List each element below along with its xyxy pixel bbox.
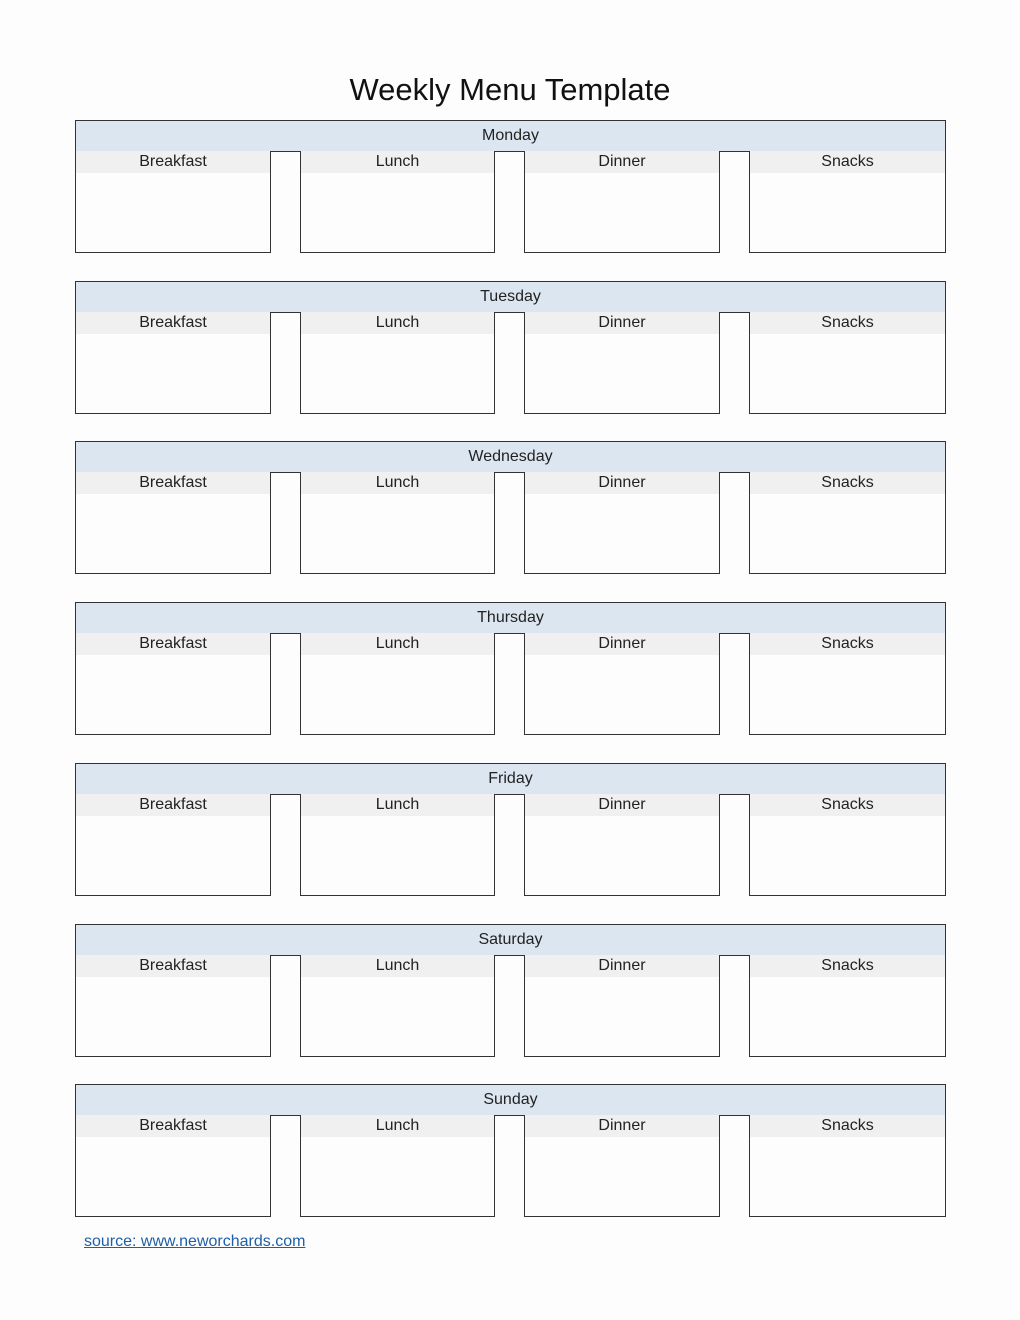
meal-box-lunch[interactable] (300, 955, 495, 1057)
day-block-thursday (75, 602, 946, 737)
meal-label: Snacks (750, 794, 945, 816)
meal-box-snacks[interactable] (749, 955, 946, 1057)
day-header: Sunday (75, 1084, 946, 1116)
meal-label: Snacks (750, 1115, 945, 1137)
meal-box-breakfast[interactable] (75, 1115, 271, 1217)
meal-label: Breakfast (76, 633, 270, 655)
meal-box-dinner[interactable] (524, 151, 720, 253)
meal-box-lunch[interactable] (300, 1115, 495, 1217)
meal-box-lunch[interactable] (300, 472, 495, 574)
day-header: Thursday (75, 602, 946, 634)
meal-box-snacks[interactable] (749, 151, 946, 253)
meal-label: Breakfast (76, 1115, 270, 1137)
meal-label: Dinner (525, 472, 719, 494)
day-header: Friday (75, 763, 946, 795)
meal-label: Lunch (301, 472, 494, 494)
meal-label: Lunch (301, 633, 494, 655)
day-block-wednesday (75, 441, 946, 576)
meal-box-lunch[interactable] (300, 794, 495, 896)
meal-box-snacks[interactable] (749, 1115, 946, 1217)
meal-label: Breakfast (76, 472, 270, 494)
meal-box-breakfast[interactable] (75, 472, 271, 574)
meal-label: Snacks (750, 955, 945, 977)
meal-box-snacks[interactable] (749, 472, 946, 574)
meal-label: Dinner (525, 794, 719, 816)
meal-box-lunch[interactable] (300, 312, 495, 414)
source-link[interactable]: source: www.neworchards.com (84, 1233, 306, 1250)
page-title: Weekly Menu Template (349, 72, 671, 107)
day-header: Monday (75, 120, 946, 152)
meal-box-lunch[interactable] (300, 151, 495, 253)
meal-label: Breakfast (76, 312, 270, 334)
meal-box-breakfast[interactable] (75, 151, 271, 253)
meal-label: Snacks (750, 633, 945, 655)
day-block-sunday (75, 1084, 946, 1219)
meal-label: Dinner (525, 312, 719, 334)
meal-box-dinner[interactable] (524, 955, 720, 1057)
meal-label: Breakfast (76, 955, 270, 977)
meal-label: Lunch (301, 794, 494, 816)
meal-box-dinner[interactable] (524, 794, 720, 896)
meal-box-snacks[interactable] (749, 312, 946, 414)
meal-label: Breakfast (76, 794, 270, 816)
meal-label: Snacks (750, 312, 945, 334)
meal-box-dinner[interactable] (524, 312, 720, 414)
meal-box-breakfast[interactable] (75, 633, 271, 735)
day-block-tuesday (75, 281, 946, 416)
meal-label: Snacks (750, 472, 945, 494)
day-header: Saturday (75, 924, 946, 956)
meal-label: Lunch (301, 312, 494, 334)
meal-label: Lunch (301, 955, 494, 977)
meal-box-breakfast[interactable] (75, 794, 271, 896)
meal-label: Lunch (301, 1115, 494, 1137)
meal-label: Dinner (525, 955, 719, 977)
meal-box-lunch[interactable] (300, 633, 495, 735)
meal-box-breakfast[interactable] (75, 955, 271, 1057)
day-block-monday (75, 120, 946, 255)
meal-box-snacks[interactable] (749, 633, 946, 735)
day-block-friday (75, 763, 946, 898)
meal-label: Snacks (750, 151, 945, 173)
meal-label: Breakfast (76, 151, 270, 173)
meal-box-dinner[interactable] (524, 633, 720, 735)
meal-box-breakfast[interactable] (75, 312, 271, 414)
meal-label: Dinner (525, 151, 719, 173)
meal-label: Dinner (525, 633, 719, 655)
meal-box-snacks[interactable] (749, 794, 946, 896)
day-block-saturday (75, 924, 946, 1059)
day-header: Tuesday (75, 281, 946, 313)
day-header: Wednesday (75, 441, 946, 473)
meal-label: Dinner (525, 1115, 719, 1137)
meal-box-dinner[interactable] (524, 472, 720, 574)
meal-box-dinner[interactable] (524, 1115, 720, 1217)
meal-label: Lunch (301, 151, 494, 173)
